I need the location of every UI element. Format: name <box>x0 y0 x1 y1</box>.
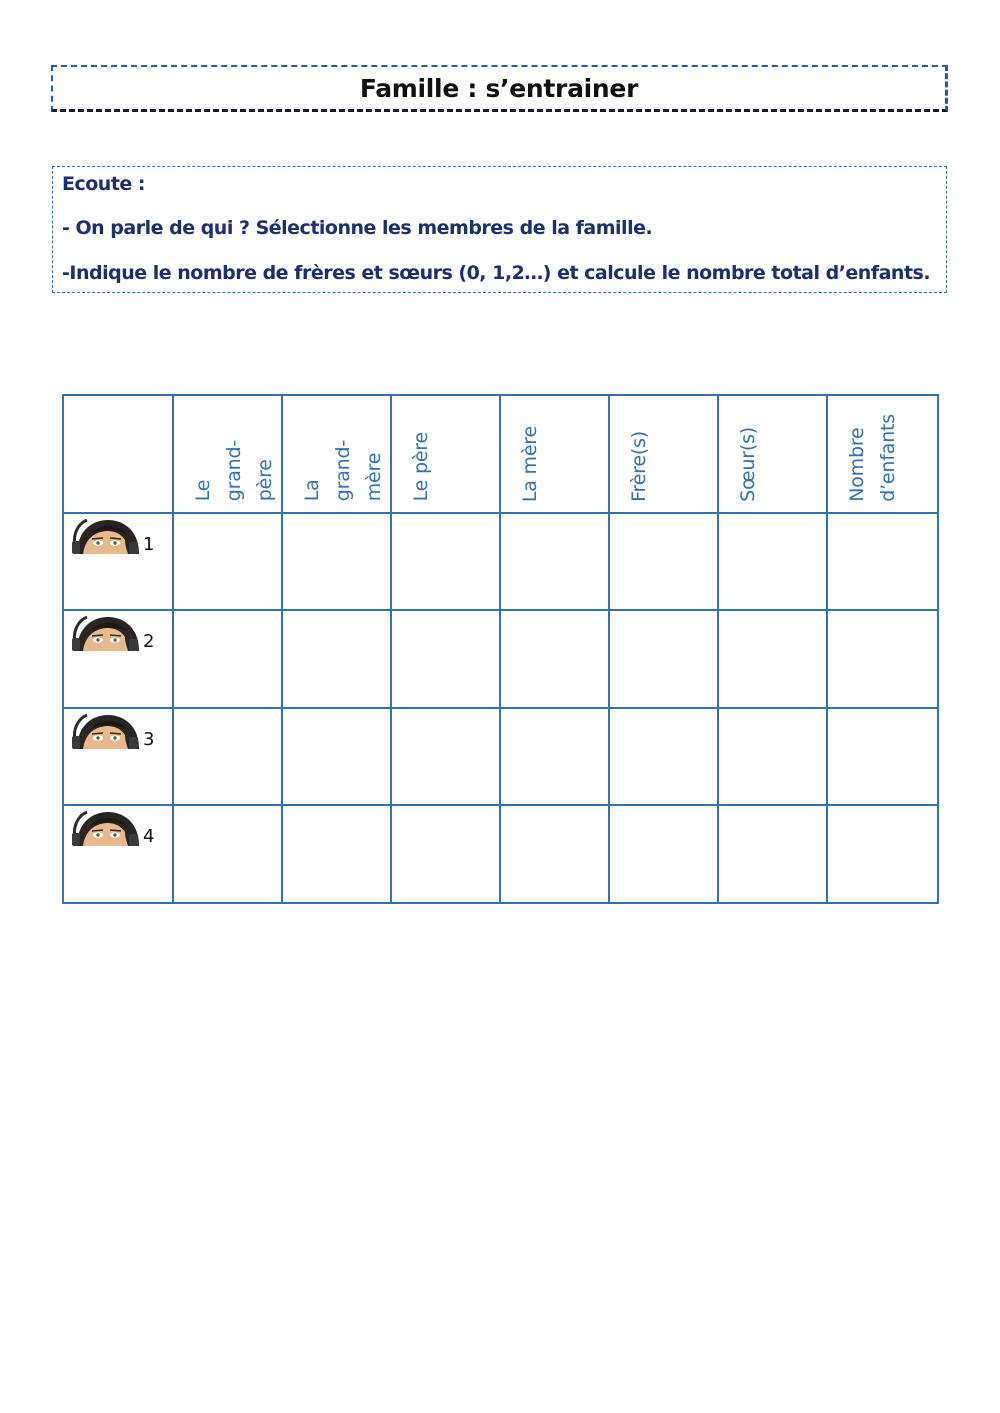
answer-cell[interactable] <box>827 708 938 806</box>
title-box <box>51 65 948 112</box>
answer-cell[interactable] <box>827 805 938 903</box>
answer-cell[interactable] <box>609 805 718 903</box>
table-row <box>63 513 938 611</box>
answer-cell[interactable] <box>609 610 718 708</box>
header-label: Le grand- père <box>192 440 276 502</box>
header-label: Nombre d’enfants <box>846 413 899 502</box>
family-listening-table <box>62 394 939 904</box>
answer-cell[interactable] <box>282 610 391 708</box>
table-row <box>63 708 938 806</box>
answer-cell[interactable] <box>718 805 827 903</box>
answer-cell[interactable] <box>391 513 500 611</box>
row-label-cell <box>63 708 173 806</box>
answer-cell[interactable] <box>391 708 500 806</box>
header-label: Frère(s) <box>628 430 650 502</box>
header-grandfather <box>173 395 282 513</box>
header-label: La mère <box>519 425 541 502</box>
answer-cell[interactable] <box>500 708 609 806</box>
answer-cell[interactable] <box>282 708 391 806</box>
answer-cell[interactable] <box>173 708 282 806</box>
answer-cell[interactable] <box>173 805 282 903</box>
answer-cell[interactable] <box>391 805 500 903</box>
listening-headphones-icon[interactable] <box>71 516 145 554</box>
answer-cell[interactable] <box>500 610 609 708</box>
page-title: Famille : s’entrainer <box>359 73 639 103</box>
answer-cell[interactable] <box>500 513 609 611</box>
answer-cell[interactable] <box>282 805 391 903</box>
instructions-box <box>52 166 947 293</box>
answer-cell[interactable] <box>827 513 938 611</box>
header-brothers <box>609 395 718 513</box>
answer-cell[interactable] <box>173 513 282 611</box>
row-label-cell <box>63 513 173 611</box>
answer-cell[interactable] <box>609 513 718 611</box>
answer-cell[interactable] <box>718 610 827 708</box>
answer-cell[interactable] <box>718 513 827 611</box>
answer-cell[interactable] <box>391 610 500 708</box>
answer-cell[interactable] <box>500 805 609 903</box>
instructions-heading: Ecoute : <box>62 173 146 195</box>
row-label-cell <box>63 610 173 708</box>
header-grandmother <box>282 395 391 513</box>
header-mother <box>500 395 609 513</box>
row-number: 3 <box>143 728 155 750</box>
instructions-line-1: - On parle de qui ? Sélectionne les membres de la famille. <box>62 217 653 239</box>
answer-cell[interactable] <box>718 708 827 806</box>
listening-headphones-icon[interactable] <box>71 613 145 651</box>
table-header-row <box>63 395 938 513</box>
table-row <box>63 610 938 708</box>
answer-cell[interactable] <box>609 708 718 806</box>
header-children-count <box>827 395 938 513</box>
header-corner-cell <box>63 395 173 513</box>
header-father <box>391 395 500 513</box>
listening-headphones-icon[interactable] <box>71 808 145 846</box>
row-number: 2 <box>143 631 155 653</box>
table-row <box>63 805 938 903</box>
header-label: La grand- mère <box>301 440 385 502</box>
header-sisters <box>718 395 827 513</box>
answer-cell[interactable] <box>827 610 938 708</box>
answer-cell[interactable] <box>173 610 282 708</box>
row-number: 4 <box>143 826 155 848</box>
header-label: Le père <box>410 432 432 502</box>
header-label: Sœur(s) <box>737 427 759 502</box>
row-number: 1 <box>143 533 155 555</box>
row-label-cell <box>63 805 173 903</box>
answer-cell[interactable] <box>282 513 391 611</box>
listening-headphones-icon[interactable] <box>71 711 145 749</box>
instructions-line-2: -Indique le nombre de frères et sœurs (0, 1,2…) et calcule le nombre total d’enfants. <box>62 262 931 284</box>
